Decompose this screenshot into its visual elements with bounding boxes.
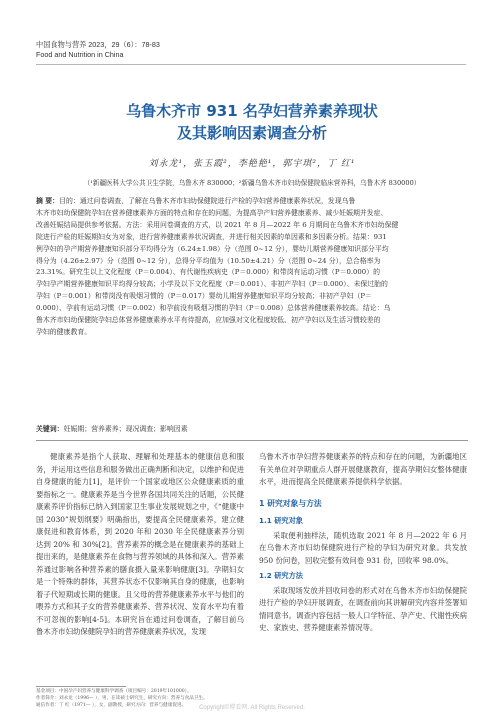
abstract-line: 23.31%。研究生以上文化程度（P＝0.004）、有代谢性疾病史（P＝0.000）和带岗有运动习惯（P＝0.000）的 [36,268,380,277]
journal-header [36,40,160,60]
abstract-line: 摘 要：目的：通过问卷调查，了解在乌鲁木齐市妇幼保健院进行产检的孕妇营养健康素养状况，发现乌鲁 [36,197,356,205]
body-left-column [36,451,244,639]
section-divider [36,440,468,441]
header-divider [36,64,466,65]
keywords-label: 关键词： [36,425,64,433]
body-right-column [259,451,467,635]
keywords-text: 妊娠期；营养素养；现况调查；影响因素 [63,425,188,433]
abstract-line: 院进行产检的妊娠期妇女为对象，进行营养健康素养状况调查，并进行相关因素的单因素和多因素分析。结果：931 [36,232,387,241]
footnote-divider [36,686,126,687]
abstract-line: 得分为（4.26±2.97）分（范围 0~12 分），总得分平均值为（10.50±4.21）分（范围 0~24 分），总合格率为 [36,256,381,265]
footnote-line: 基金项目：中国孕产妇营养与健康科学调查（项目编号：2019年101000）。 [36,689,192,694]
article-title-line-1: 乌鲁木齐市 931 名孕妇营养素养现状 [126,102,378,120]
body-paragraph: 乌鲁木齐市孕妇营养健康素养的特点和存在的问题，为新疆地区有关单位对孕期重点人群开展健康教育，提高孕期妇女整体健康水平，进而提高全民健康素养提供科学依据。 [259,452,467,486]
subsection-heading: 1.2 研究方法 [259,571,303,580]
abstract-line: 0.000）、孕前有运动习惯（P＝0.002）和孕前没有吸烟习惯的孕妇（P＝0.008）总体营养健康素养较高。结论：乌 [36,304,391,313]
journal-citation: 中国食物与营养 2023，29（6）：78-83 [36,40,160,49]
body-paragraph: 采取现场发放并回收问卷的形式对在乌鲁木齐市妇幼保健院进行产检的孕妇开展调查，在调查前向其讲解研究内容并签署知情同意书。调查内容包括一般人口学特征、孕产史、代谢性疾病史、家族史、营养健康素养情况等。 [259,585,467,632]
author-affiliation: （¹新疆医科大学公共卫生学院，乌鲁木齐 830000；²新疆乌鲁木齐市妇幼保健院临床营养科，乌鲁木齐 830000） [83,179,421,187]
body-paragraph: 采取便利抽样法，随机选取 2021 年 8 月—2022 年 6 月在乌鲁木齐市妇幼保健院进行产检的孕妇为研究对象。共发放 950 份问卷，回收完整有效问卷 931 份，回收率 98.0%。 [259,530,467,565]
footnote-line: 作者简介：刘永龙（1996— ），男，在读硕士研究生，研究方向：营养与食品卫生。 [36,696,208,701]
abstract [36,196,468,339]
section-heading: 1 研究对象与方法 [259,498,322,508]
abstract-line: 例孕妇的孕产期营养健康知识部分平均得分为（6.24±1.98）分（范围 0~12 分），婴幼儿期营养健康知识部分平均 [36,244,389,253]
article-title-line-2: 及其影响因素调查分析 [176,124,327,142]
abstract-line: 孕妇（P＝0.001）和带岗没有吸烟习惯的（P＝0.017）婴幼儿期营养健康知识平均分较高；非初产孕妇（P＝ [36,292,372,301]
abstract-line: 改善妊娠结局提供参考依据。方法：采用问卷调查的方式，以 2021 年 8 月—2022 年 6 月期间在乌鲁木齐市妇幼保健 [36,220,399,229]
subsection-heading: 1.1 研究对象 [259,516,303,525]
abstract-line: 木齐市妇幼保健院孕妇在营养健康素养方面的特点和存在的问题，为提高孕产妇营养健康素养、减少妊娠期并发症、 [36,208,388,217]
abstract-line: 孕妇的健康教育。 [36,327,92,336]
author-list: 刘永龙¹，张玉霞²，李艳艳¹，郭宇琪²，丁 红¹ [148,159,356,169]
body-paragraph: 健康素养是指个人获取、理解和处理基本的健康信息和服务，并运用这些信息和服务做出正确判断和决定，以维护和促进自身健康的能力[1]，是评价一个国家或地区公众健康素质的重要指标之一。健康素养是当今世界各国共同关注的话题，公民健康素养评价指标已纳入到国家卫生事业发展规划之中，《“健康中国 2030”规划纲要》明确指出，要提高全民健康素养，建立健康促进和教育体系，到 2020 年和 2030 年全民健康素养分别达到 20% 和 30%[2]。营养素养的概念是在健康素养的基础上提出来的，是健康素养在食物与营养领域的具体和深入。营养素养通过影响各种营养素的膳食摄入量来影响健康[3]。孕期妇女是一个特殊的群体，其营养状态不仅影响其自身的健康，也影响着子代短期或长期的健康。且父母的营养健康素养水平与他们的喂养方式和其子女的营养健康素养、营养状况、发育水平均有着不可忽视的影响[4-5]。本研究旨在通过问卷调查，了解目前乌鲁木齐市妇幼保健院孕妇的营养健康素养状况，发现 [36,452,244,636]
abstract-line: 孕妇孕产期营养健康知识平均得分较高；小学及以下文化程度（P＝0.001）、非初产孕妇（P＝0.000）、未保过胎的 [36,280,388,289]
abstract-line: 鲁木齐市妇幼保健院孕妇总体营养健康素养水平有待提高，应加强对文化程度较低、初产孕妇以及生活习惯较差的 [36,316,381,325]
journal-english-name: Food and Nutrition in China [36,50,124,59]
footnote-line: 通信作者：丁 红（1971— ），女，副教授，研究方向：营养与健康促进。 [36,703,187,708]
keywords [36,423,468,433]
copyright-watermark: Copyright©博看网. All Rights Reserved. [199,705,305,711]
abstract-label: 摘 要： [36,197,60,205]
